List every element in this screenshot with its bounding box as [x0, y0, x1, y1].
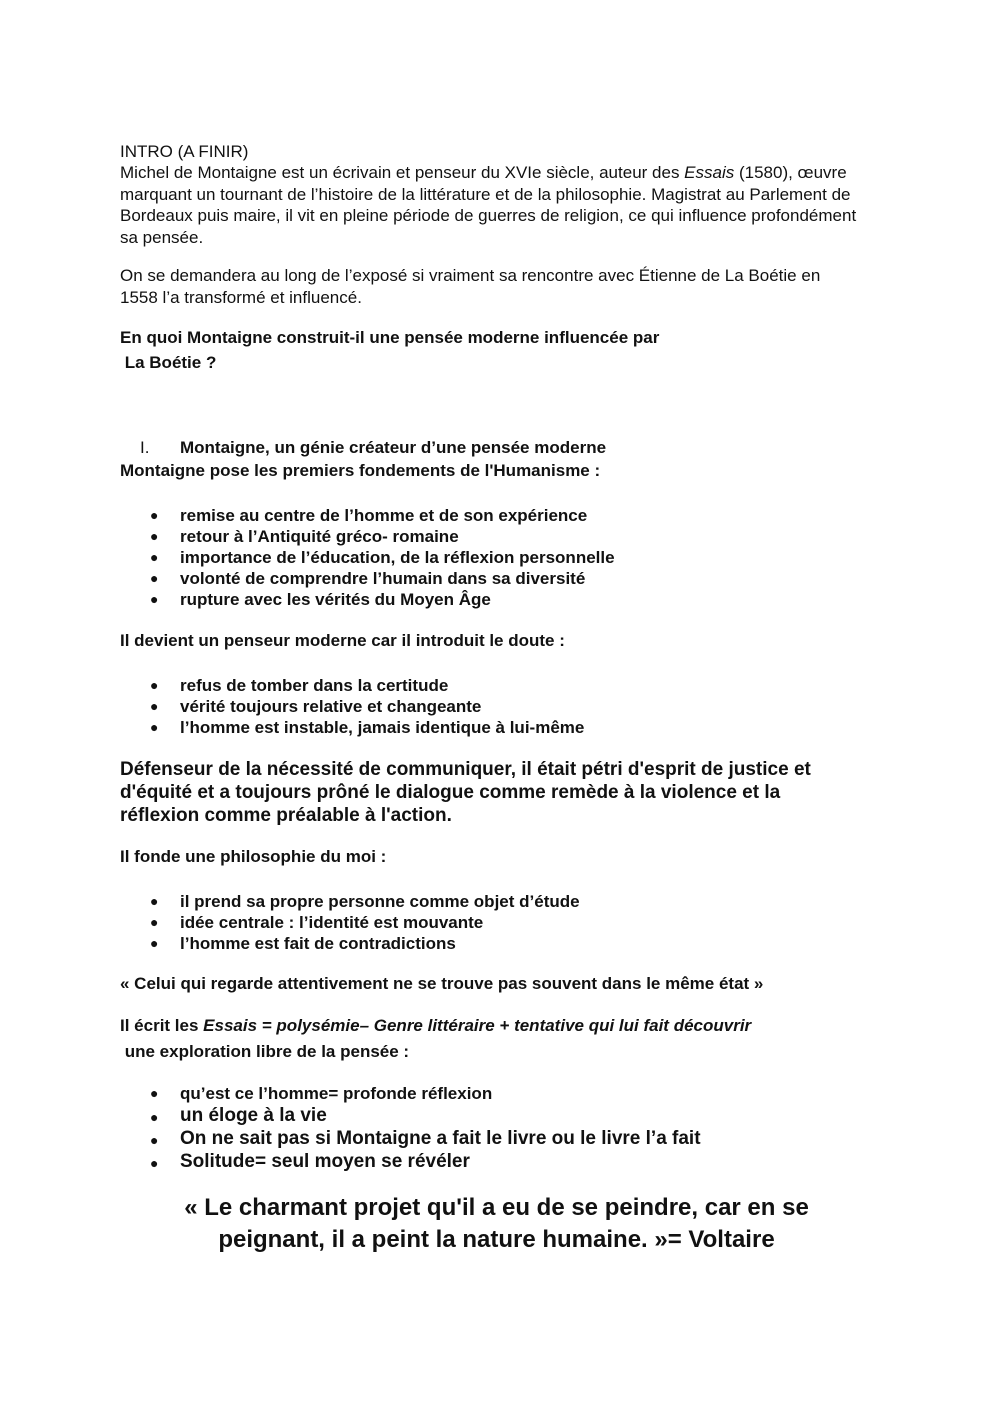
essais-list-large — [120, 1104, 860, 1173]
list-item: ● refus de tomber dans la certitude — [150, 676, 449, 695]
list-item: ● idée centrale : l’identité est mouvante — [150, 913, 484, 932]
voltaire-quote — [120, 1192, 873, 1256]
list-item: ● l’homme est fait de contradictions — [150, 934, 456, 953]
humanism-intro: Montaigne pose les premiers fondements de l'Humanisme : — [120, 461, 601, 480]
problem-line-2: La Boétie ? — [120, 353, 217, 372]
humanism-list — [120, 505, 860, 610]
essais-title: Essais — [684, 163, 735, 182]
bullet-icon: ● — [150, 507, 159, 523]
list-item: ● volonté de comprendre l’humain dans sa diversité — [150, 569, 586, 588]
section-title: Montaigne, un génie créateur d’une pensée moderne — [180, 438, 607, 457]
intro-paragraph — [120, 162, 860, 248]
doubt-list — [120, 675, 860, 738]
essais-list — [120, 1083, 860, 1104]
bullet-icon: ● — [150, 935, 159, 951]
problem-line-1: En quoi Montaigne construit-il une pensée moderne influencée par — [120, 328, 660, 347]
bullet-icon: ● — [150, 1109, 159, 1125]
list-item: ● l’homme est instable, jamais identique à lui-même — [150, 718, 585, 737]
bullet-icon: ● — [150, 528, 159, 544]
essais-definition: Essais = polysémie– Genre littéraire + tentative qui lui fait découvrir — [203, 1016, 752, 1035]
bullet-icon: ● — [150, 893, 159, 909]
intro-paragraph-start: Michel de Montaigne est un écrivain et penseur du XVIe siècle, auteur des — [120, 163, 685, 182]
moi-intro: Il fonde une philosophie du moi : — [120, 847, 387, 866]
bullet-icon: ● — [150, 698, 159, 714]
montaigne-quote: « Celui qui regarde attentivement ne se trouve pas souvent dans le même état » — [120, 974, 764, 993]
bullet-icon: ● — [150, 1155, 159, 1171]
essais-line-1 — [120, 1013, 860, 1039]
list-item: ● remise au centre de l’homme et de son expérience — [150, 506, 588, 525]
list-item: ● un éloge à la vie — [120, 1104, 860, 1127]
list-item: ● rupture avec les vérités du Moyen Âge — [150, 590, 491, 609]
bullet-icon: ● — [150, 591, 159, 607]
bullet-icon: ● — [150, 914, 159, 930]
voltaire-quote-line-1: « Le charmant projet qu'il a eu de se peindre, car en se — [184, 1194, 809, 1221]
intro-paragraph-end: (1580), œuvre marquant un tournant de l’histoire de la littérature et de la philosophie. Magistrat au Parlement de Bordeaux puis maire, il vit en pleine période de guerres de religion, ce qui influence profondément sa pensée. — [120, 163, 857, 247]
bullet-icon: ● — [150, 719, 159, 735]
list-item: ● qu’est ce l’homme= profonde réflexion — [150, 1084, 493, 1103]
intro-question-paragraph: On se demandera au long de l’exposé si vraiment sa rencontre avec Étienne de La Boétie en 1558 l’a transformé et influencé. — [120, 266, 821, 307]
list-item: ● Solitude= seul moyen se révéler — [120, 1150, 860, 1173]
list-item: ● il prend sa propre personne comme objet d’étude — [150, 892, 580, 911]
doubt-intro: Il devient un penseur moderne car il introduit le doute : — [120, 631, 565, 650]
essais-intro — [120, 1013, 860, 1065]
bullet-icon: ● — [150, 1132, 159, 1148]
essais-line-2: une exploration libre de la pensée : — [120, 1042, 410, 1061]
problem-statement — [120, 325, 860, 375]
bullet-icon: ● — [150, 1085, 159, 1101]
moi-list — [120, 891, 860, 954]
essais-prefix: Il écrit les — [120, 1016, 204, 1035]
list-item: ● vérité toujours relative et changeante — [150, 697, 482, 716]
voltaire-quote-line-2: peignant, il a peint la nature humaine. »= Voltaire — [218, 1226, 775, 1253]
bullet-icon: ● — [150, 549, 159, 565]
defender-paragraph: Défenseur de la nécessité de communiquer, il était pétri d'esprit de justice et d'équité et a toujours prôné le dialogue comme remède à la violence et la réflexion comme préalable à l'action. — [120, 759, 811, 826]
section-number: I. — [140, 438, 150, 457]
intro-heading: INTRO (A FINIR) — [120, 142, 249, 161]
list-item: ● retour à l’Antiquité gréco- romaine — [150, 527, 459, 546]
list-item: ● importance de l’éducation, de la réflexion personnelle — [150, 548, 615, 567]
bullet-icon: ● — [150, 677, 159, 693]
list-item: ● On ne sait pas si Montaigne a fait le livre ou le livre l’a fait — [120, 1127, 860, 1150]
bullet-icon: ● — [150, 570, 159, 586]
